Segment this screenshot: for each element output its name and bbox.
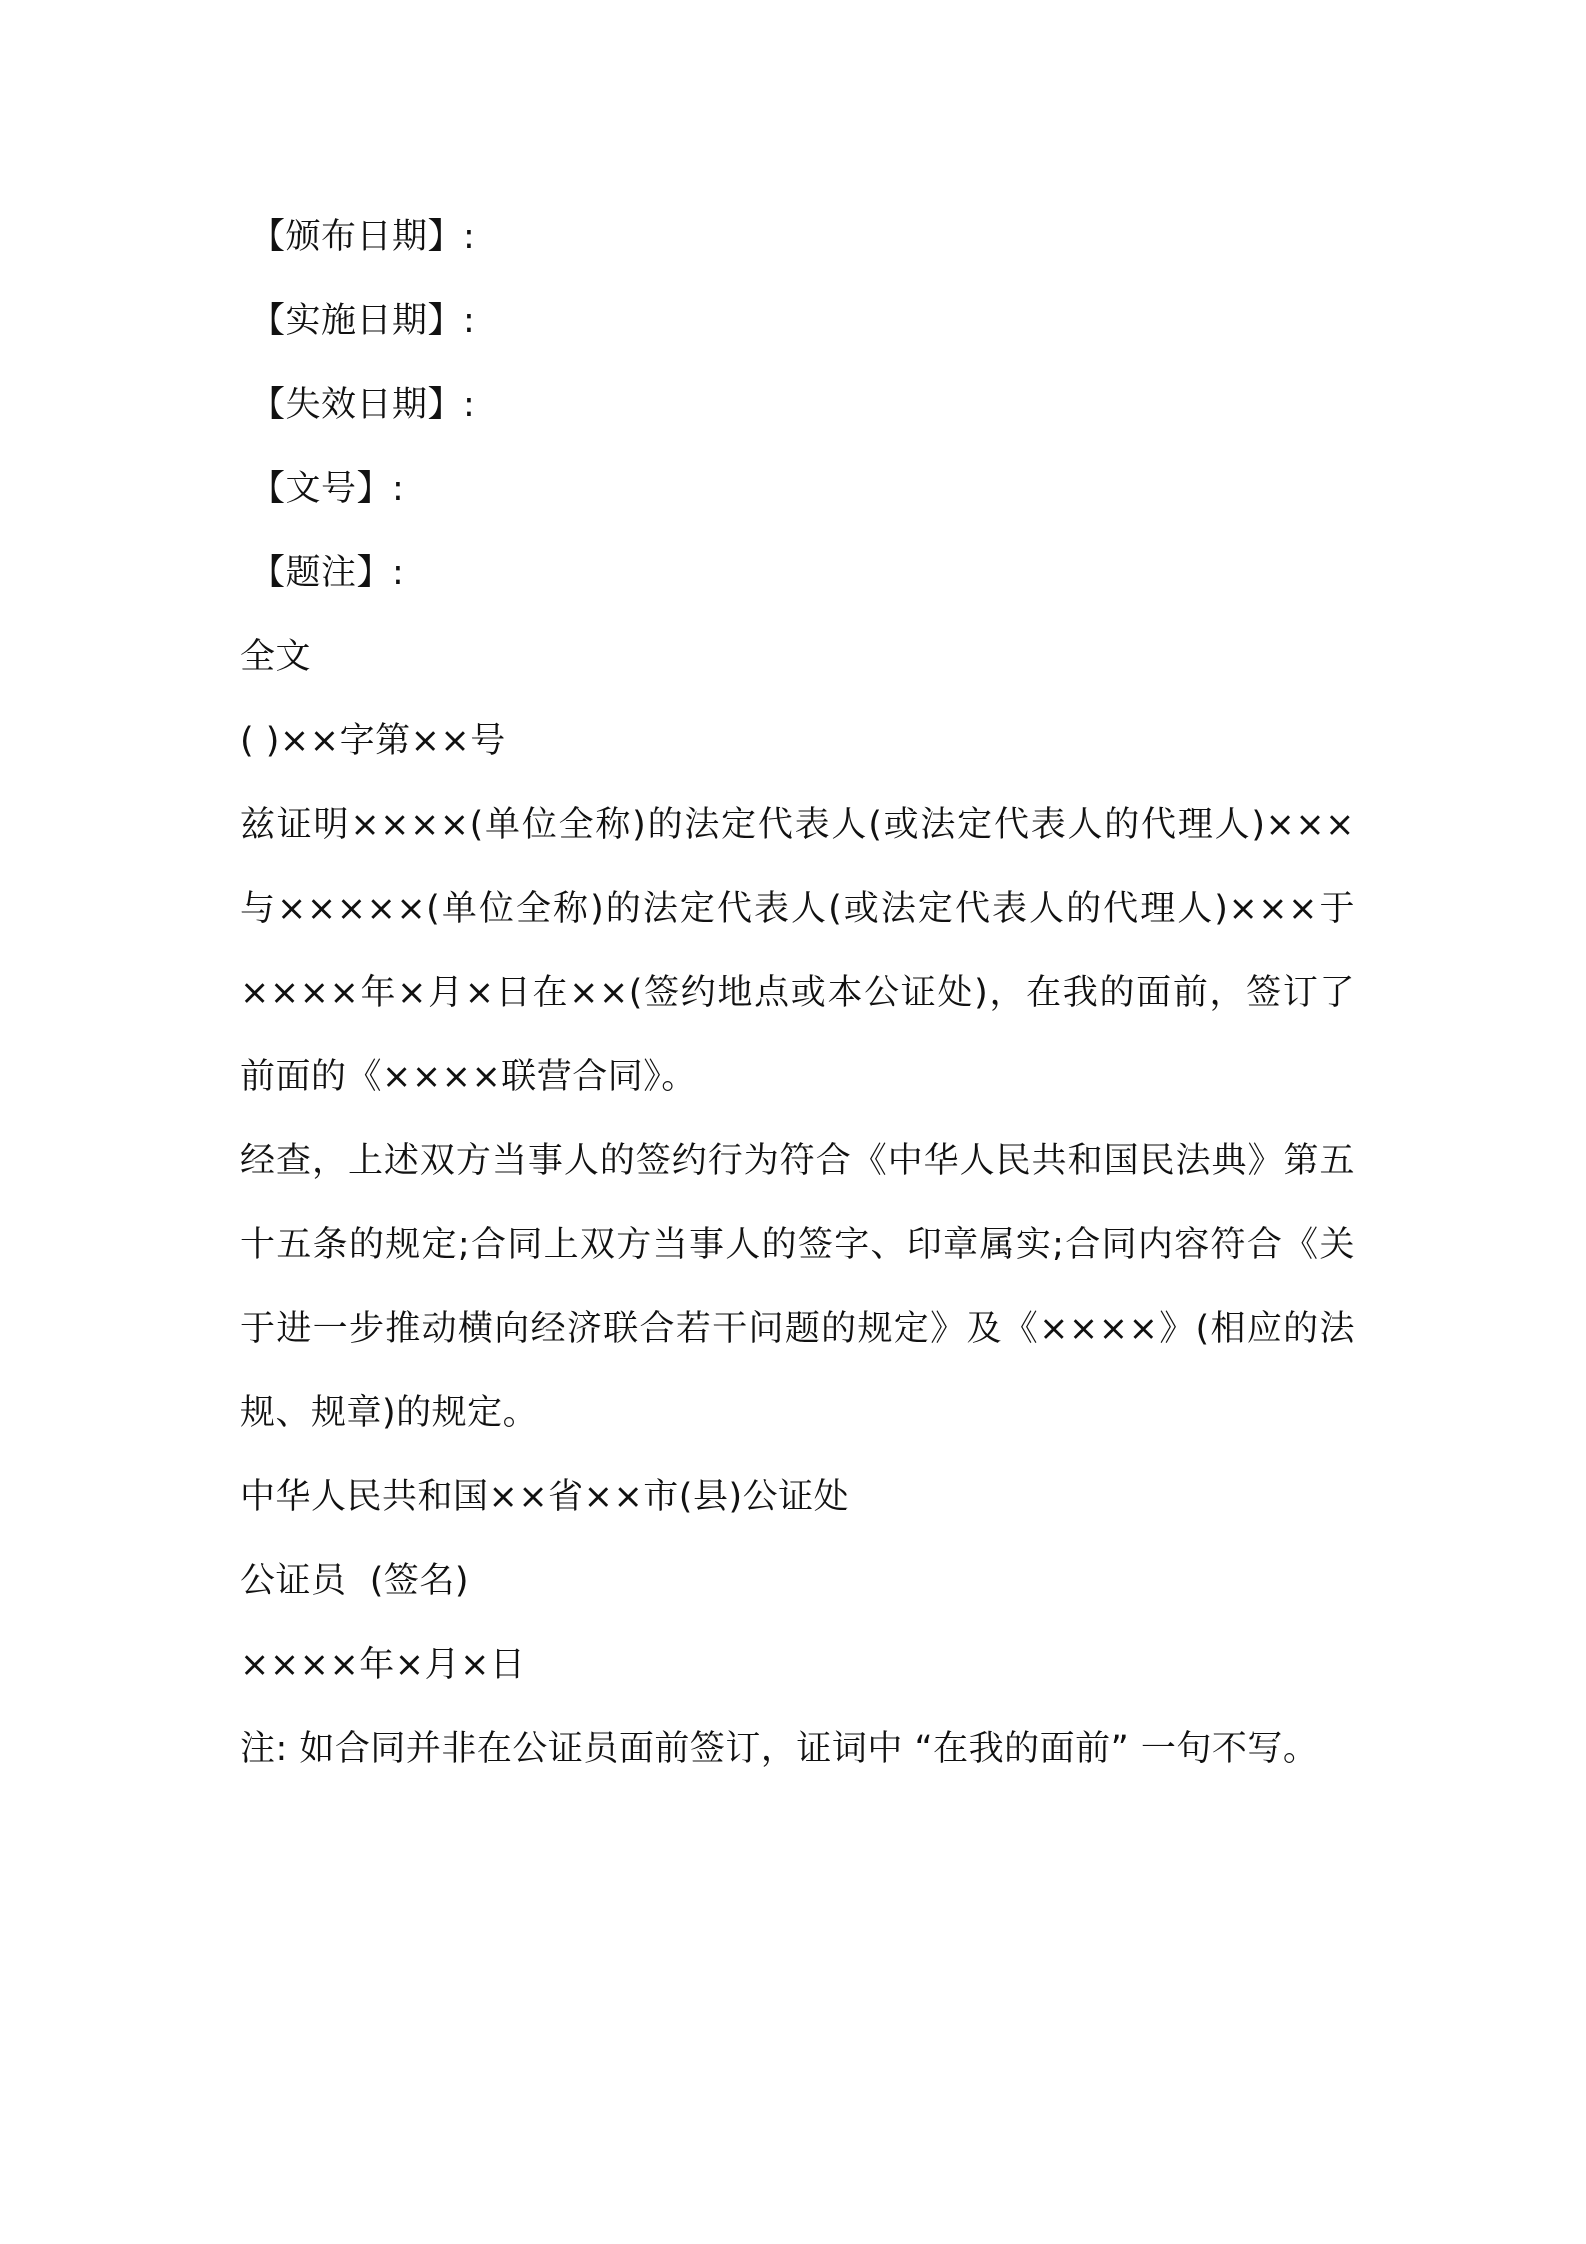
signing-date: ××××年×月×日 <box>240 1645 526 1685</box>
title-note-label: 【题注】: <box>250 553 405 593</box>
issue-date-label: 【颁布日期】: <box>250 217 476 257</box>
effective-date-label: 【实施日期】: <box>250 301 476 341</box>
verification-paragraph: 经查，上述双方当事人的签约行为符合《中华人民共和国民法典》第五十五条的规定;合同上双方当事人的签字、印章属实;合同内容符合《关于进一步推动横向经济联合若干问题的规定》及《××××》(相应的法规、规章)的规定。 <box>240 1141 1355 1433</box>
doc-number-label: 【文号】: <box>250 469 405 509</box>
notary-office: 中华人民共和国××省××市(县)公证处 <box>240 1477 850 1517</box>
document-body <box>240 195 1355 1791</box>
certification-paragraph: 兹证明××××(单位全称)的法定代表人(或法定代表人的代理人)×××与×××××(单位全称)的法定代表人(或法定代表人的代理人)×××于××××年×月×日在××(签约地点或本公证处)，在我的面前，签订了前面的《××××联营合同》。 <box>240 805 1355 1097</box>
footnote: 注: 如合同并非在公证员面前签订，证词中 “在我的面前” 一句不写。 <box>240 1729 1319 1769</box>
expiry-date-label: 【失效日期】: <box>250 385 476 425</box>
document-number-line: ( )××字第××号 <box>240 721 506 761</box>
fulltext-heading: 全文 <box>240 637 312 677</box>
notary-signature: 公证员 (签名) <box>240 1561 470 1601</box>
